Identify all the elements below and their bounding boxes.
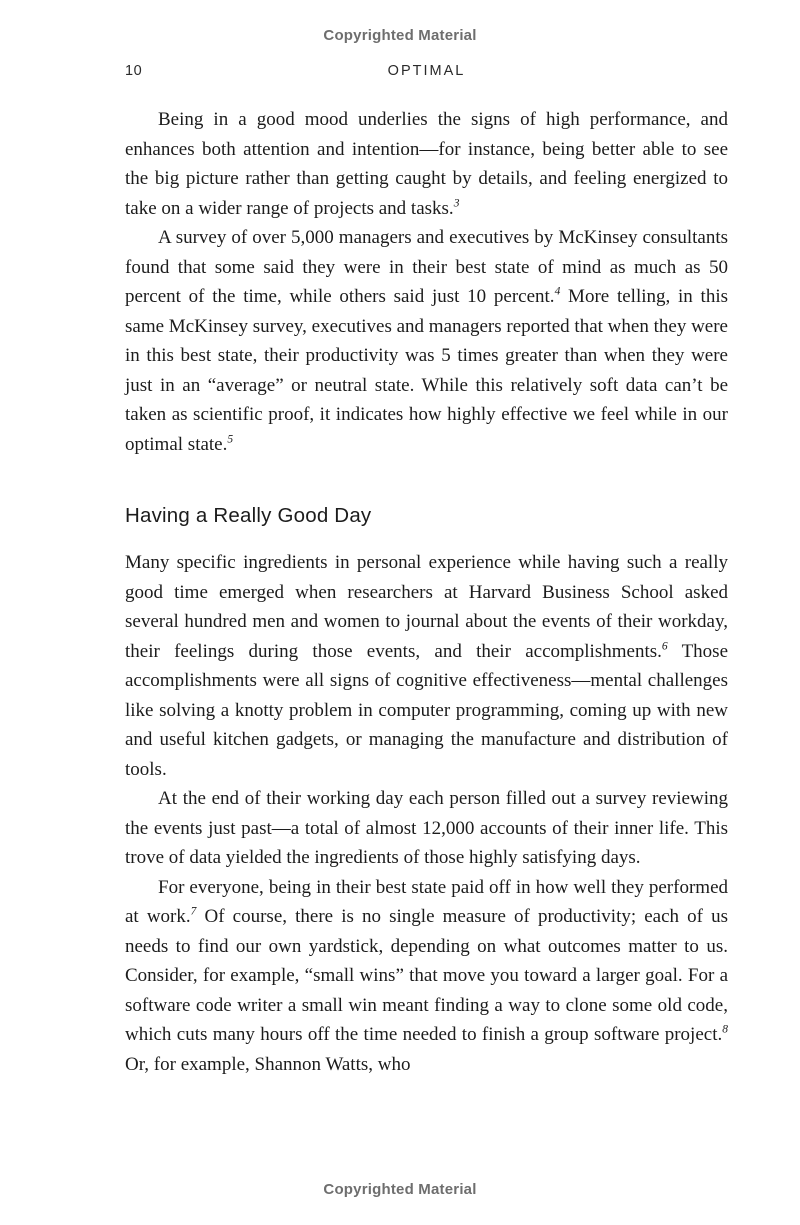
footnote-ref: 6 <box>661 640 668 653</box>
paragraph <box>125 223 728 459</box>
paragraph <box>125 548 728 784</box>
paragraph-text: For everyone, being in their best state paid off in how well they performed at work. <box>125 876 728 927</box>
footnote-ref: 4 <box>554 285 561 298</box>
paragraph-text: Of course, there is no single measure of productivity; each of us needs to find our own yardstick, depending on what outcomes matter to us. Consider, for example, “small wins” that move you toward a larger goal. For a software code writer a small win meant finding a way to clone some old code, which cuts many hours off the time needed to finish a group software project. <box>125 906 729 1045</box>
section-heading: Having a Really Good Day <box>125 504 372 527</box>
paragraph-text: Many specific ingredients in personal experience while having such a really good time emerged when researchers at Harvard Business School asked several hundred men and women to journal about the events of their workday, their feelings during those events, and their accomplishments. <box>125 552 728 662</box>
paragraph-text: A survey of over 5,000 managers and executives by McKinsey consultants found that some said they were in their best state of mind as much as 50 percent of the time, while others said just 10 percent. <box>125 227 728 307</box>
paragraph-text: Or, for example, Shannon Watts, who <box>125 1053 411 1075</box>
paragraph-text: At the end of their working day each person filled out a survey reviewing the events just past—a total of almost 12,000 accounts of their inner life. This trove of data yielded the ingredients of those highly satisfying days. <box>125 788 728 868</box>
paragraph-text: Being in a good mood underlies the signs of high performance, and enhances both attention and intention—for instance, being better able to see the big picture rather than getting caught by details, and feeling energized to take on a wider range of projects and tasks. <box>125 109 728 219</box>
footnote-ref: 8 <box>722 1023 728 1036</box>
paragraph-text: More telling, in this same McKinsey survey, executives and managers reported that when they were in this best state, their productivity was 5 times greater than when they were just in an “average” or neutral state. While this relatively soft data can’t be taken as scientific proof, it indicates how highly effective we feel while in our optimal state. <box>125 286 728 455</box>
paragraph <box>125 873 728 1080</box>
book-title: OPTIMAL <box>387 63 466 79</box>
footnote-ref: 3 <box>453 197 460 210</box>
footnote-ref: 7 <box>190 905 197 918</box>
section-text-block <box>125 548 728 1079</box>
copyright-watermark-bottom: Copyrighted Material <box>323 1181 477 1198</box>
paragraph <box>125 105 728 223</box>
paragraph-text: Those accomplishments were all signs of cognitive effectiveness—mental challenges like solving a knotty problem in computer programming, coming up with new and useful kitchen gadgets, or managing the manufacture and distribution of tools. <box>125 640 728 780</box>
running-head <box>125 63 728 85</box>
paragraph <box>125 784 728 873</box>
footnote-ref: 5 <box>227 433 234 446</box>
intro-text-block <box>125 105 728 459</box>
page-number: 10 <box>125 63 143 79</box>
copyright-watermark-top: Copyrighted Material <box>323 27 477 44</box>
